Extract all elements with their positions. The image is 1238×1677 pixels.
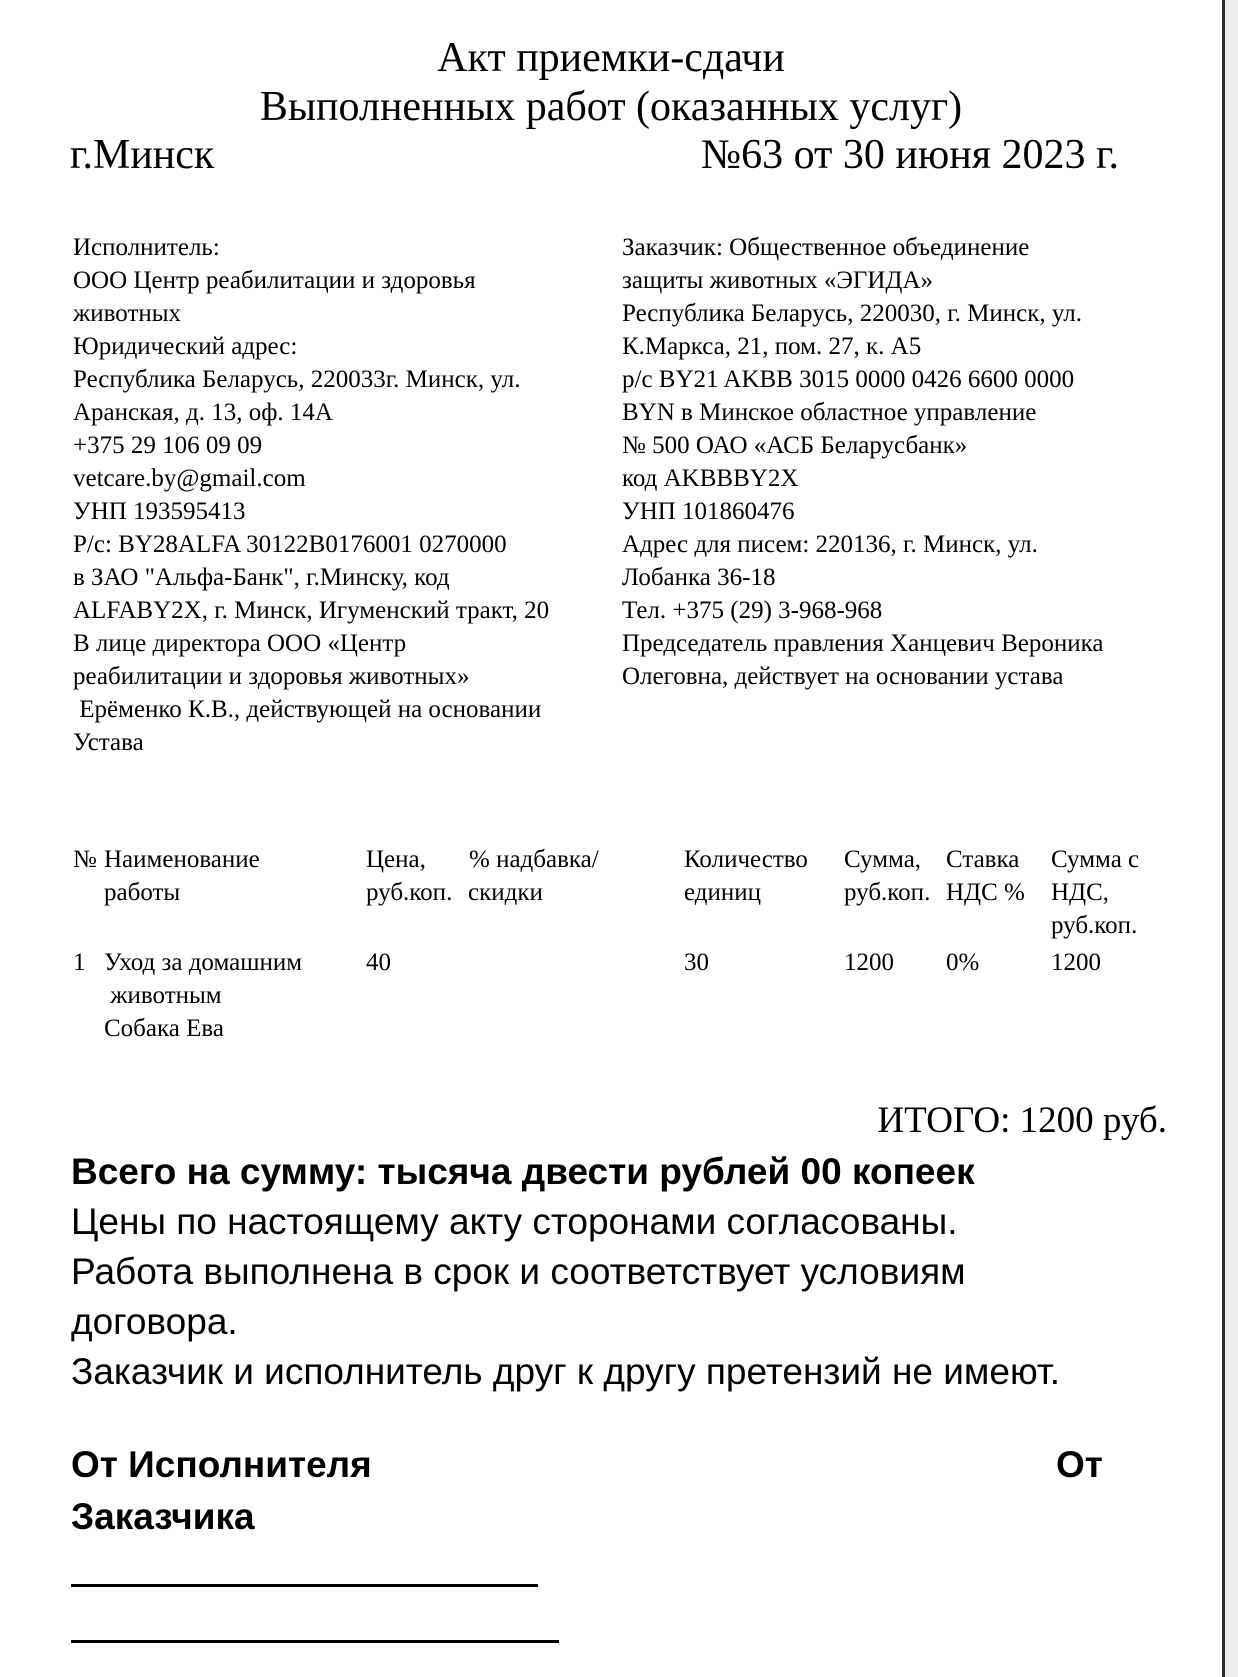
executor-block	[73, 231, 549, 759]
customer-line: Республика Беларусь, 220030, г. Минск, ул.	[622, 300, 1082, 327]
doc-number-date: №63 от 30 июня 2023 г.	[701, 132, 1120, 178]
row-sum: 1200	[844, 949, 894, 976]
th-markup-line: скидки	[468, 879, 543, 906]
doc-title-line2: Выполненных работ (оказанных услуг)	[259, 84, 963, 130]
th-markup	[468, 843, 599, 909]
executor-line: животных	[73, 300, 182, 327]
executor-line: ALFABY2X, г. Минск, Игуменский тракт, 20	[73, 597, 550, 624]
th-sum-line: Сумма,	[844, 846, 922, 873]
row-num: 1	[73, 949, 86, 976]
executor-email: vetcare.by@gmail.com	[73, 465, 306, 492]
th-markup-line: % надбавка/	[469, 846, 599, 873]
customer-line: р/с BY21 AKBB 3015 0000 0426 6600 0000	[622, 366, 1075, 393]
customer-line: защиты животных «ЭГИДА»	[622, 267, 933, 294]
row-name-line: животным	[104, 982, 222, 1009]
executor-line: реабилитации и здоровья животных»	[73, 663, 470, 690]
customer-line: Тел. +375 (29) 3-968-968	[622, 597, 883, 624]
customer-line: BYN в Минское областное управление	[622, 399, 1037, 426]
row-qty: 30	[684, 949, 709, 976]
statement-line: Заказчик и исполнитель друг к другу претензий не имеют.	[71, 1351, 1061, 1392]
th-price-line: руб.коп.	[366, 879, 453, 906]
executor-line: +375 29 106 09 09	[73, 432, 263, 459]
statement-line: договора.	[71, 1301, 238, 1342]
th-vat-rate-line: НДС %	[946, 879, 1025, 906]
th-sum-vat-line: руб.коп.	[1051, 912, 1138, 939]
signature-line-executor	[71, 1584, 538, 1587]
executor-line: Аранская, д. 13, оф. 14А	[73, 399, 333, 426]
statement-line: Цены по настоящему акту сторонами согласованы.	[71, 1201, 958, 1242]
th-num: №	[73, 846, 97, 873]
th-sum-vat-line: Сумма с	[1051, 846, 1140, 873]
th-price	[366, 843, 452, 909]
page-edge	[1222, 0, 1238, 1677]
th-name	[104, 843, 260, 909]
row-name-line: Собака Ева	[104, 1015, 224, 1042]
th-sum-vat-line: НДС,	[1051, 879, 1110, 906]
executor-line: ООО Центр реабилитации и здоровья	[73, 267, 476, 294]
customer-line: К.Маркса, 21, пом. 27, к. А5	[622, 333, 922, 360]
th-sum	[844, 843, 930, 909]
amount-in-words: Всего на сумму: тысяча двести рублей 00 копеек	[71, 1151, 975, 1192]
customer-line: № 500 ОАО «АСБ Беларусбанк»	[622, 432, 968, 459]
th-price-line: Цена,	[366, 846, 426, 873]
executor-line: УНП 193595413	[73, 498, 246, 525]
row-price: 40	[366, 949, 391, 976]
customer-label: Заказчика	[71, 1496, 255, 1537]
itogo-total: ИТОГО: 1200 руб.	[877, 1100, 1167, 1141]
th-vat-rate-line: Ставка	[946, 846, 1020, 873]
customer-line: Олеговна, действует на основании устава	[622, 663, 1064, 690]
executor-line: В лице директора ООО «Центр	[73, 630, 407, 657]
row-sum-vat: 1200	[1051, 949, 1101, 976]
doc-city: г.Минск	[70, 132, 215, 178]
customer-line: Адрес для писем: 220136, г. Минск, ул.	[622, 531, 1038, 558]
signature-line-customer	[71, 1640, 559, 1643]
executor-line: Ерёменко К.В., действующей на основании	[73, 696, 542, 723]
executor-line: Юридический адрес:	[73, 333, 298, 360]
doc-title-line1: Акт приемки-сдачи	[437, 35, 785, 81]
th-name-line: Наименование	[104, 846, 260, 873]
executor-line: Республика Беларусь, 220033г. Минск, ул.	[73, 366, 521, 393]
from-executor-label: От Исполнителя	[71, 1444, 372, 1485]
row-vat-rate: 0%	[946, 949, 980, 976]
row-name-line: Уход за домашним	[104, 949, 303, 976]
th-qty	[684, 843, 808, 909]
customer-block	[622, 231, 1103, 693]
th-name-line: работы	[104, 879, 181, 906]
th-qty-line: единиц	[684, 879, 762, 906]
customer-line: Заказчик: Общественное объединение	[622, 234, 1030, 261]
th-vat-rate	[946, 843, 1025, 909]
th-sum-vat	[1051, 843, 1139, 942]
customer-line: УНП 101860476	[622, 498, 795, 525]
executor-line: в ЗАО "Альфа-Банк", г.Минску, код	[73, 564, 450, 591]
th-qty-line: Количество	[684, 846, 808, 873]
th-sum-line: руб.коп.	[844, 879, 931, 906]
statement-line: Работа выполнена в срок и соответствует условиям	[71, 1251, 966, 1292]
customer-line: код AKBBBY2X	[622, 465, 799, 492]
executor-line: Исполнитель:	[73, 234, 220, 261]
customer-line: Председатель правления Ханцевич Вероника	[622, 630, 1104, 657]
customer-line: Лобанка 36-18	[622, 564, 776, 591]
row-name	[104, 946, 302, 1045]
from-word-label: От	[1056, 1444, 1103, 1485]
executor-line: Устава	[73, 729, 144, 756]
executor-line: Р/с: BY28ALFA 30122B0176001 0270000	[73, 531, 507, 558]
